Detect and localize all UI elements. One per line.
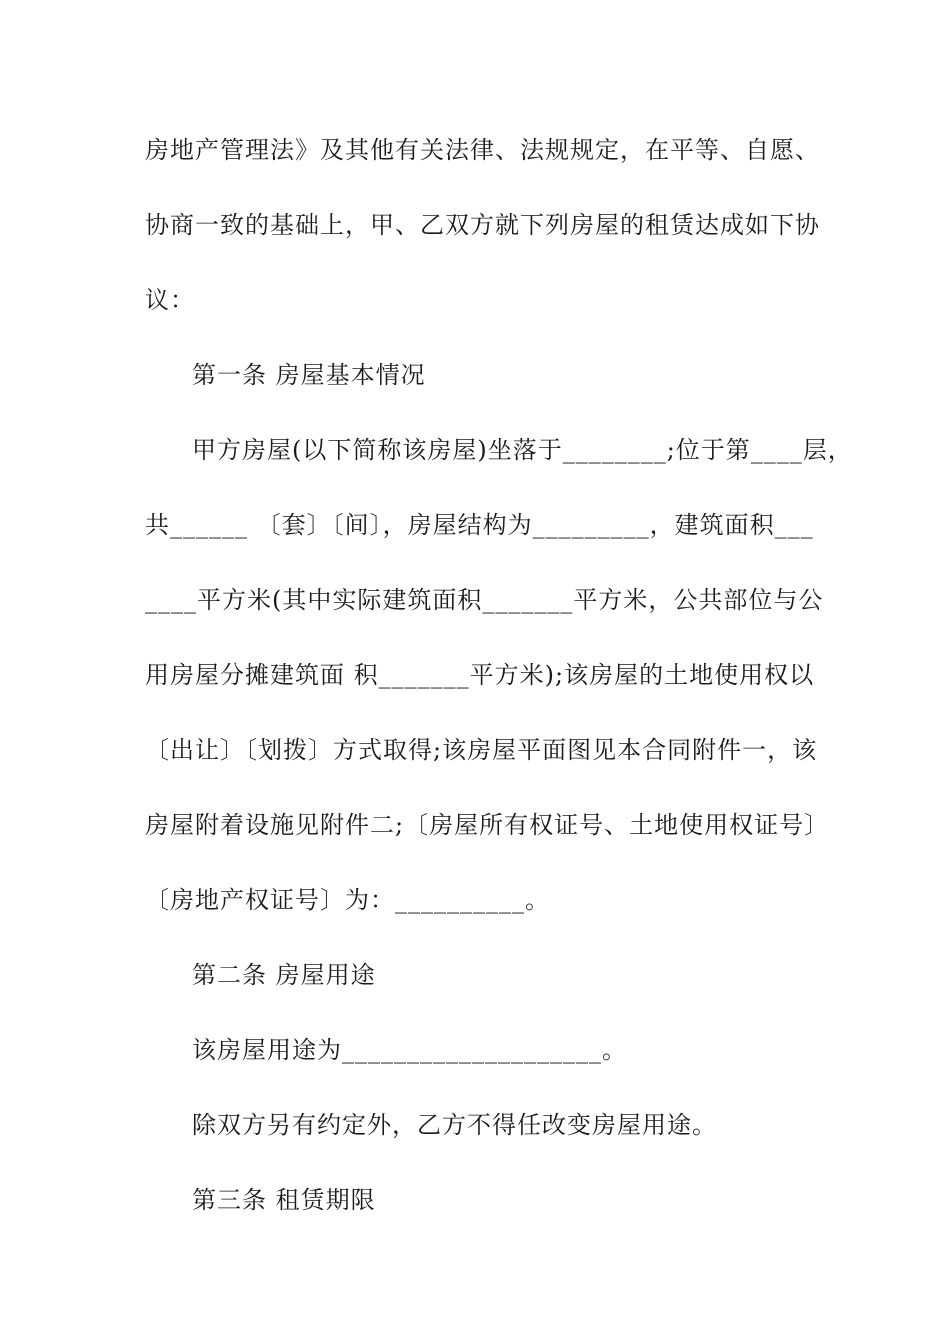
text-line: 协商一致的基础上，甲、乙双方就下列房屋的租赁达成如下协	[145, 211, 820, 239]
text-line: 除双方另有约定外，乙方不得任改变房屋用途。	[192, 1111, 717, 1139]
text-line: 议：	[145, 286, 195, 314]
text-line: ____平方米(其中实际建筑面积_______平方米，公共部位与公	[145, 586, 824, 614]
text-line: 〔出让〕〔划拨〕方式取得;该房屋平面图见本合同附件一，该	[145, 736, 818, 764]
article-heading: 第三条 租赁期限	[192, 1186, 376, 1214]
text-line: 甲方房屋(以下简称该房屋)坐落于________;位于第____层，	[192, 436, 853, 464]
article-heading: 第一条 房屋基本情况	[192, 361, 426, 389]
text-line: 用房屋分摊建筑面 积_______平方米);该房屋的土地使用权以	[145, 661, 815, 689]
text-line: 该房屋用途为____________________。	[192, 1036, 627, 1064]
text-line: 〔房地产权证号〕为：__________。	[145, 886, 550, 914]
text-line: 共______ 〔套〕〔间〕，房屋结构为_________，建筑面积___	[145, 511, 814, 539]
text-line: 房地产管理法》及其他有关法律、法规规定，在平等、自愿、	[145, 136, 820, 164]
text-line: 房屋附着设施见附件二;〔房屋所有权证号、土地使用权证号〕	[145, 811, 830, 839]
article-heading: 第二条 房屋用途	[192, 961, 376, 989]
